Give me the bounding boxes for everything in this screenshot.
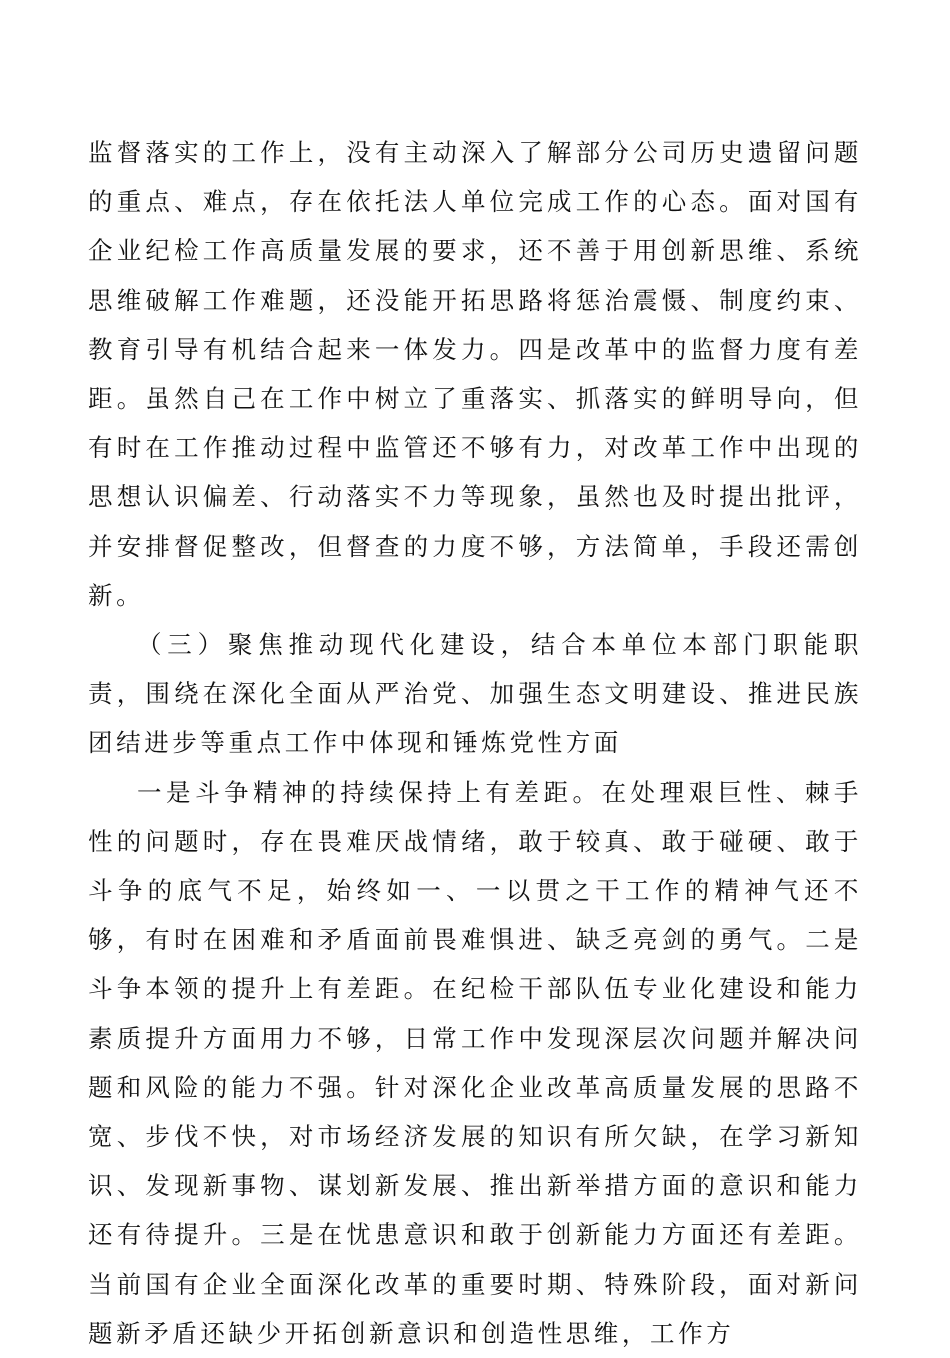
document-body [88,128,862,1358]
section-heading: （三）聚焦推动现代化建设，结合本单位本部门职能职责，围绕在深化全面从严治党、加强生态文明建设、推进民族团结进步等重点工作中体现和锤炼党性方面 [88,630,862,758]
paragraph-continuation: 监督落实的工作上，没有主动深入了解部分公司历史遗留问题的重点、难点，存在依托法人单位完成工作的心态。面对国有企业纪检工作高质量发展的要求，还不善于用创新思维、系统思维破解工作难题，还没能开拓思路将惩治震慑、制度约束、教育引导有机结合起来一体发力。四是改革中的监督力度有差距。虽然自己在工作中树立了重落实、抓落实的鲜明导向，但有时在工作推动过程中监管还不够有力，对改革工作中出现的思想认识偏差、行动落实不力等现象，虽然也及时提出批评，并安排督促整改，但督查的力度不够，方法简单，手段还需创新。 [88,138,862,610]
paragraph-body: 一是斗争精神的持续保持上有差距。在处理艰巨性、棘手性的问题时，存在畏难厌战情绪，敢于较真、敢于碰硬、敢于斗争的底气不足，始终如一、一以贯之干工作的精神气还不够，有时在困难和矛盾面前畏难惧进、缺乏亮剑的勇气。二是斗争本领的提升上有差距。在纪检干部队伍专业化建设和能力素质提升方面用力不够，日常工作中发现深层次问题并解决问题和风险的能力不强。针对深化企业改革高质量发展的思路不宽、步伐不快，对市场经济发展的知识有所欠缺，在学习新知识、发现新事物、谋划新发展、推出新举措方面的意识和能力还有待提升。三是在忧患意识和敢于创新能力方面还有差距。当前国有企业全面深化改革的重要时期、特殊阶段，面对新问题新矛盾还缺少开拓创新意识和创造性思维，工作方 [88,777,862,1348]
